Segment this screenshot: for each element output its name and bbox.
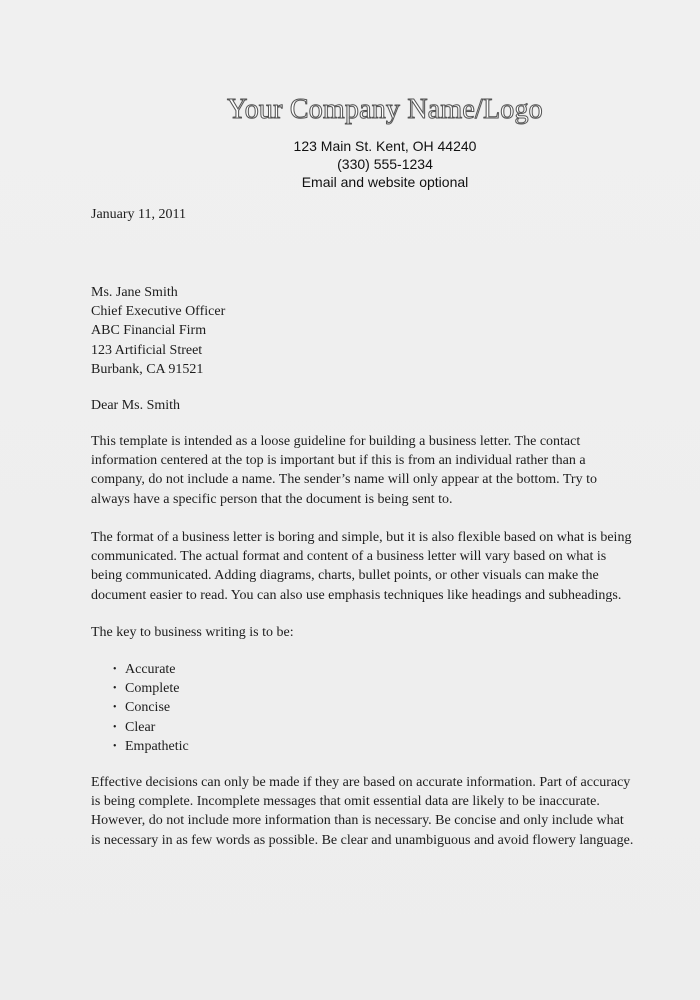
bullet-marker: • — [113, 683, 117, 695]
letterhead-address: 123 Main St. Kent, OH 44240 — [293, 138, 477, 154]
body-paragraph — [91, 623, 691, 642]
paragraph-line: company, do not include a name. The sender’s name will only appear at the bottom. Try to — [91, 472, 597, 488]
bullet-marker: • — [113, 664, 117, 675]
bullet-list — [113, 660, 189, 756]
paragraph-line: communicated. The actual format and content of a business letter will vary based on what is — [91, 549, 607, 565]
recipient-block — [91, 283, 225, 379]
paragraph-line: Effective decisions can only be made if they are based on accurate information. Part of accuracy — [91, 775, 631, 790]
body-paragraph — [91, 432, 691, 509]
body-paragraph — [91, 528, 691, 605]
letter-date: January 11, 2011 — [91, 207, 186, 222]
bullet-marker: • — [113, 702, 117, 714]
bullet-text: Complete — [125, 681, 180, 697]
paragraph-line: The key to business writing is to be: — [91, 625, 294, 640]
paragraph-line: is necessary in as few words as possible. Be clear and unambiguous and avoid flowery language. — [91, 832, 634, 848]
bullet-item — [113, 660, 189, 679]
paragraph-line: The format of a business letter is boring and simple, but it is also flexible based on what is being — [91, 530, 632, 545]
recipient-name: Ms. Jane Smith — [91, 285, 178, 300]
bullet-text: Accurate — [125, 662, 176, 677]
bullet-item — [113, 698, 189, 717]
bullet-text: Empathetic — [125, 738, 189, 754]
paragraph-line: always have a specific person that the document is being sent to. — [91, 491, 453, 507]
recipient-street: 123 Artificial Street — [91, 342, 203, 358]
paragraph-line: This template is intended as a loose guideline for building a business letter. The contact — [91, 434, 581, 449]
letterhead-email-note: Email and website optional — [301, 174, 469, 190]
paragraph-line: being communicated. Adding diagrams, charts, bullet points, or other visuals can make the — [91, 568, 599, 584]
bullet-marker: • — [113, 740, 117, 752]
recipient-title: Chief Executive Officer — [91, 304, 226, 320]
bullet-item — [113, 737, 189, 756]
bullet-text: Clear — [125, 719, 156, 735]
recipient-city-state-zip: Burbank, CA 91521 — [91, 361, 204, 377]
paragraph-line: document easier to read. You can also use emphasis techniques like headings and subheadings. — [91, 587, 622, 603]
paragraph-line: is being complete. Incomplete messages that omit essential data are likely to be inaccurate. — [91, 794, 600, 810]
bullet-item — [113, 718, 189, 737]
paragraph-line: However, do not include more information than is necessary. Be concise and only include what — [91, 813, 624, 829]
letterhead-contact-block — [0, 137, 700, 191]
letterhead-phone: (330) 555-1234 — [337, 156, 433, 172]
bullet-marker: • — [113, 721, 117, 733]
salutation: Dear Ms. Smith — [91, 398, 181, 413]
bullet-text: Concise — [125, 700, 171, 716]
paragraph-line: information centered at the top is important but if this is from an individual rather than a — [91, 453, 586, 469]
company-logo-placeholder: Your Company Name/Logo — [227, 94, 543, 125]
body-paragraph — [91, 773, 691, 850]
bullet-item — [113, 679, 189, 698]
recipient-company: ABC Financial Firm — [91, 323, 207, 339]
